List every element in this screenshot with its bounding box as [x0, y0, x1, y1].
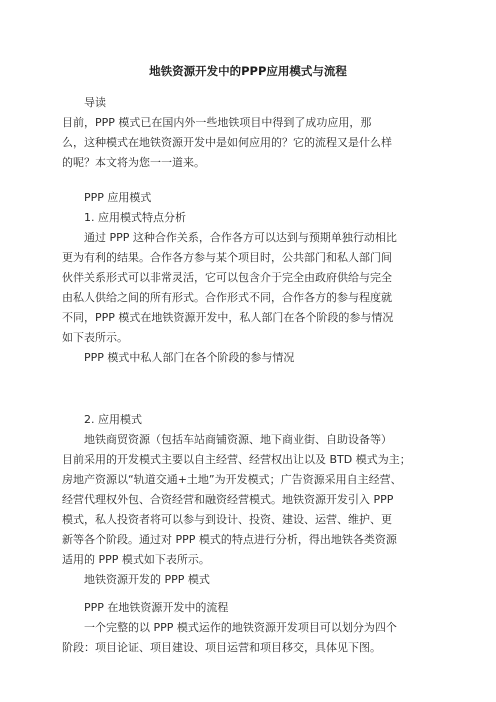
- intro-line: 么，这种模式在地铁资源开发中是如何应用的？它的流程又是什么样: [62, 136, 392, 149]
- table-caption: 地铁资源开发的 PPP 模式: [84, 573, 210, 586]
- paragraph-line: 经营代理权外包、合资经营和融资经营模式。地铁资源开发引入 PPP: [62, 493, 394, 506]
- subsection-heading: 1. 应用模式特点分析: [84, 211, 186, 224]
- paragraph-line: 不同，PPP 模式在地铁资源开发中，私人部门在各个阶段的参与情况: [62, 311, 394, 324]
- section-ppp-mode: [62, 188, 434, 368]
- section-heading: PPP 应用模式: [84, 191, 152, 204]
- paragraph-line: 新等各个阶段。通过对 PPP 模式的特点进行分析，得出地铁各类资源: [62, 533, 397, 546]
- paragraph-line: 目前采用的开发模式主要以自主经营、经营权出让以及 BTD 模式为主；: [62, 453, 411, 466]
- paragraph-line: 适用的 PPP 模式如下表所示。: [62, 553, 210, 566]
- paragraph-line: 伙伴关系形式可以非常灵活，它可以包含介于完全由政府供给与完全: [62, 271, 392, 284]
- subsection-heading: 2. 应用模式: [84, 413, 142, 426]
- section-process: [62, 598, 434, 658]
- table-caption: PPP 模式中私人部门在各个阶段的参与情况: [84, 351, 295, 364]
- paragraph-line: 通过 PPP 这种合作关系，合作各方可以达到与预期单独行动相比: [84, 231, 397, 244]
- subsection-application: [62, 410, 434, 590]
- paragraph-line: 阶段：项目论证、项目建设、项目运营和项目移交，具体见下图。: [62, 641, 381, 654]
- intro-line: 目前，PPP 模式已在国内外一些地铁项目中得到了成功应用，那: [62, 116, 372, 129]
- intro-section: [62, 93, 434, 173]
- paragraph-line: 房地产资源以“轨道交通+土地”为开发模式；广告资源采用自主经营、: [62, 473, 402, 486]
- section-heading: PPP 在地铁资源开发中的流程: [84, 601, 229, 614]
- document-title: 地铁资源开发中的PPP应用模式与流程: [149, 64, 347, 78]
- paragraph-line: 如下表所示。: [62, 331, 128, 344]
- intro-line: 的呢？本文将为您一一道来。: [62, 156, 205, 169]
- intro-heading: 导读: [84, 96, 106, 109]
- paragraph-line: 地铁商贸资源（包括车站商铺资源、地下商业街、自助设备等）: [84, 433, 392, 446]
- paragraph-line: 由私人供给之间的所有形式。合作形式不同，合作各方的参与程度就: [62, 291, 392, 304]
- paragraph-line: 模式，私人投资者将可以参与到设计、投资、建设、运营、维护、更: [62, 513, 392, 526]
- paragraph-line: 一个完整的以 PPP 模式运作的地铁资源开发项目可以划分为四个: [84, 621, 397, 634]
- paragraph-line: 更为有利的结果。合作各方参与某个项目时，公共部门和私人部门间: [62, 251, 392, 264]
